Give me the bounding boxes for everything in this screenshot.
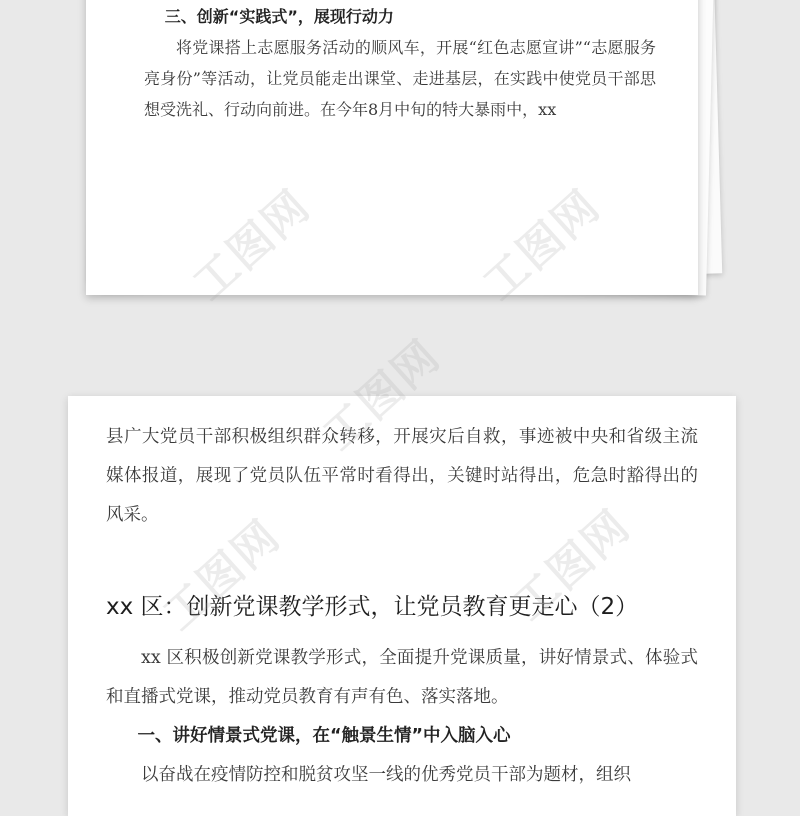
section-paragraph: 以奋战在疫情防控和脱贫攻坚一线的优秀党员干部为题材，组织: [141, 765, 631, 785]
article-title: xx 区：创新党课教学形式，让党员教育更走心（2）: [106, 594, 639, 620]
top-page-content: [144, 0, 656, 125]
bottom-page-content: [106, 418, 698, 795]
top-paragraph: 将党课搭上志愿服务活动的顺风车，开展“红色志愿宣讲”“志愿服务亮身份”等活动，让党员能走出课堂、走进基层，在实践中使党员干部思想受洗礼、行动向前进。在今年8月中旬的特大暴雨中，xx: [144, 38, 656, 119]
section-heading-3: 三、创新“实践式”，展现行动力: [164, 7, 394, 26]
watermark-logo: 工图网: [473, 180, 611, 311]
watermark-logo: 工图网: [313, 330, 451, 461]
bottom-document-page: [68, 396, 736, 816]
watermark-logo: 工图网: [183, 180, 321, 311]
watermark-logo: 工图网: [153, 510, 291, 641]
paragraph-continuation: 县广大党员干部积极组织群众转移，开展灾后自救，事迹被中央和省级主流媒体报道，展现了党员队伍平常时看得出，关键时站得出，危急时豁得出的风采。: [106, 427, 698, 525]
watermark-logo: 工图网: [503, 500, 641, 631]
section-heading-1: 一、讲好情景式党课，在“触景生情”中入脑入心: [137, 726, 511, 746]
top-document-page: [86, 0, 698, 295]
intro-paragraph: xx 区积极创新党课教学形式，全面提升党课质量，讲好情景式、体验式和直播式党课，推动党员教育有声有色、落实落地。: [106, 648, 698, 707]
